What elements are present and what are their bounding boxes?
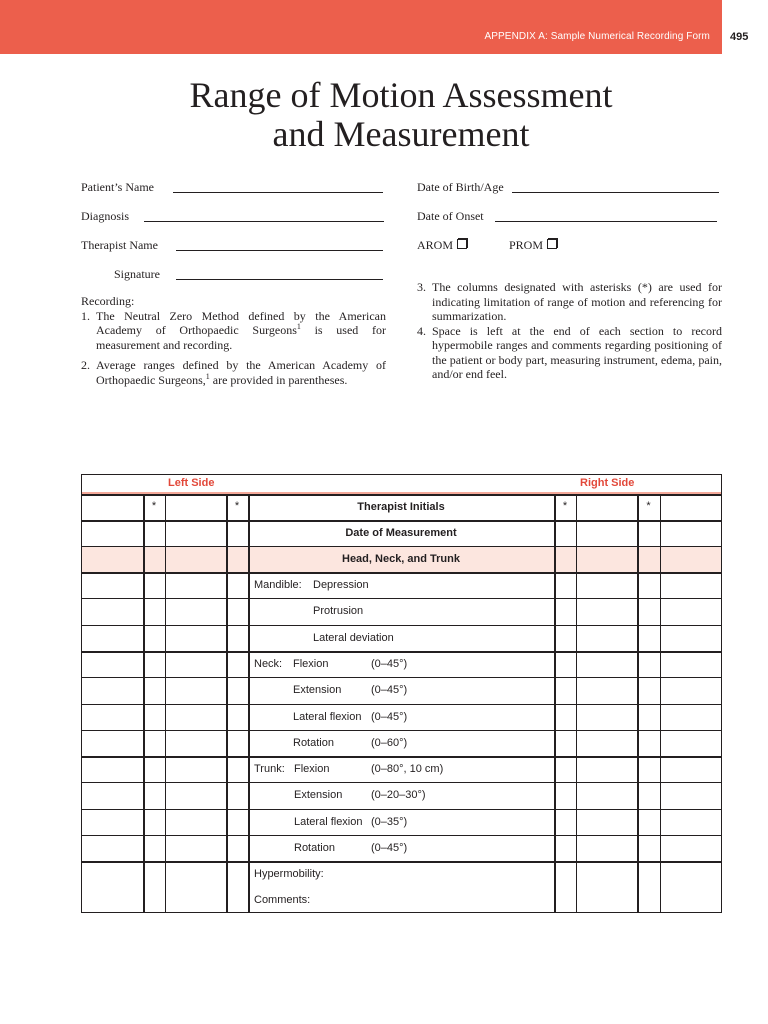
header-bar (0, 0, 722, 54)
note-item (81, 309, 386, 353)
prom-label: PROM (509, 238, 544, 252)
recording-heading: Recording: (81, 294, 135, 308)
side-header-row (82, 475, 721, 493)
title-line-1: Range of Motion Assessment (189, 75, 613, 115)
motion-group-label: Trunk: (254, 763, 285, 776)
note-number: 2. (81, 358, 90, 372)
row-divider (82, 625, 721, 626)
section-header: Head, Neck, and Trunk (342, 553, 460, 565)
rom-table (81, 474, 722, 913)
diagnosis-field[interactable] (144, 221, 384, 222)
prom-option[interactable] (509, 238, 557, 252)
arom-option[interactable] (417, 238, 467, 252)
arom-label: AROM (417, 238, 454, 252)
motion-label: Flexion (293, 657, 329, 670)
title-line-2: and Measurement (272, 114, 530, 154)
row-divider (82, 546, 721, 547)
asterisk-marker: * (646, 500, 651, 512)
recording-notes-left (81, 294, 386, 387)
normal-range: (0–45°) (371, 710, 408, 723)
column-divider (660, 494, 661, 912)
column-divider (637, 494, 639, 912)
diagnosis-label: Diagnosis (81, 209, 129, 223)
therapist-name-field[interactable] (176, 250, 383, 251)
motion-label: Lateral flexion (294, 815, 363, 828)
row-divider (82, 782, 721, 783)
motion-label: Lateral deviation (313, 631, 394, 644)
column-divider (165, 494, 166, 912)
appendix-title: APPENDIX A: Sample Numerical Recording Form (484, 31, 710, 42)
note-text: Space is left at the end of each section to record hypermobile ranges and comments regarding positioning of the patient or body part, measuring instrument, edema, pain, and/or end feel. (432, 323, 722, 381)
signature-field[interactable] (176, 279, 383, 280)
motion-label: Rotation (294, 842, 335, 854)
date-of-measurement-header: Date of Measurement (345, 527, 457, 539)
note-text: Average ranges defined by the American Academy of Orthopaedic Surgeons,$^1$ are provided in parentheses. (96, 358, 386, 387)
patient-name-field[interactable] (173, 192, 383, 193)
row-divider (82, 494, 721, 496)
note-item (81, 358, 386, 387)
row-divider (82, 572, 721, 574)
note-item (417, 324, 722, 382)
row-divider (82, 835, 721, 836)
page-number: 495 (730, 31, 749, 43)
comments-label: Comments: (254, 894, 311, 907)
motion-group-label: Neck: (254, 657, 283, 670)
row-divider (82, 651, 721, 653)
therapist-initials-header: Therapist Initials (357, 501, 445, 513)
row-divider (82, 756, 721, 758)
asterisk-marker: * (151, 500, 157, 512)
motion-label: Lateral flexion (293, 710, 362, 723)
patient-name-label: Patient’s Name (81, 180, 154, 194)
column-divider (143, 494, 145, 912)
motion-label: Rotation (293, 736, 334, 749)
date-of-birth-field[interactable] (512, 192, 719, 193)
row-divider (82, 520, 721, 522)
arom-checkbox[interactable] (457, 239, 467, 249)
motion-label: Extension (293, 684, 342, 697)
row-divider (82, 677, 721, 678)
right-side-label: Right Side (580, 477, 635, 489)
date-of-onset-field[interactable] (495, 221, 717, 222)
left-side-label: Left Side (168, 477, 215, 489)
asterisk-marker: * (234, 500, 240, 512)
motion-label: Depression (313, 579, 369, 591)
note-item (417, 280, 722, 324)
row-divider (82, 598, 721, 599)
note-number: 1. (81, 308, 90, 323)
normal-range: (0–80°, 10 cm) (371, 763, 444, 776)
hypermobility-label: Hypermobility: (254, 868, 324, 881)
column-divider (554, 494, 556, 912)
motion-label: Flexion (294, 763, 330, 776)
date-of-onset-label: Date of Onset (417, 209, 484, 223)
date-of-birth-label: Date of Birth/Age (417, 180, 504, 194)
note-text: The Neutral Zero Method defined by the American Academy of Orthopaedic Surgeons$^1$ is used for measurement and recording. (96, 308, 386, 352)
normal-range: (0–35°) (371, 815, 408, 828)
normal-range: (0–45°) (371, 842, 408, 854)
note-number: 4. (417, 323, 426, 338)
normal-range: (0–20–30°) (371, 789, 426, 802)
prom-checkbox[interactable] (547, 239, 557, 249)
motion-group-label: Mandible: (254, 579, 302, 591)
column-divider (226, 494, 228, 912)
recording-notes-right (417, 280, 722, 382)
page-title (0, 76, 768, 154)
motion-label: Extension (294, 789, 343, 802)
normal-range: (0–45°) (371, 684, 408, 697)
motion-label: Protrusion (313, 605, 364, 618)
row-divider (82, 861, 721, 863)
row-divider (82, 809, 721, 810)
therapist-name-label: Therapist Name (81, 238, 158, 252)
asterisk-marker: * (562, 500, 568, 512)
normal-range: (0–60°) (371, 736, 408, 749)
row-divider (82, 704, 721, 705)
note-text: The columns designated with asterisks (*) are used for indicating limitation of range of motion and referencing for summarization. (432, 280, 722, 323)
row-divider (82, 730, 721, 731)
signature-label: Signature (114, 267, 160, 281)
note-number: 3. (417, 280, 426, 294)
normal-range: (0–45°) (371, 657, 408, 670)
column-divider (576, 494, 577, 912)
